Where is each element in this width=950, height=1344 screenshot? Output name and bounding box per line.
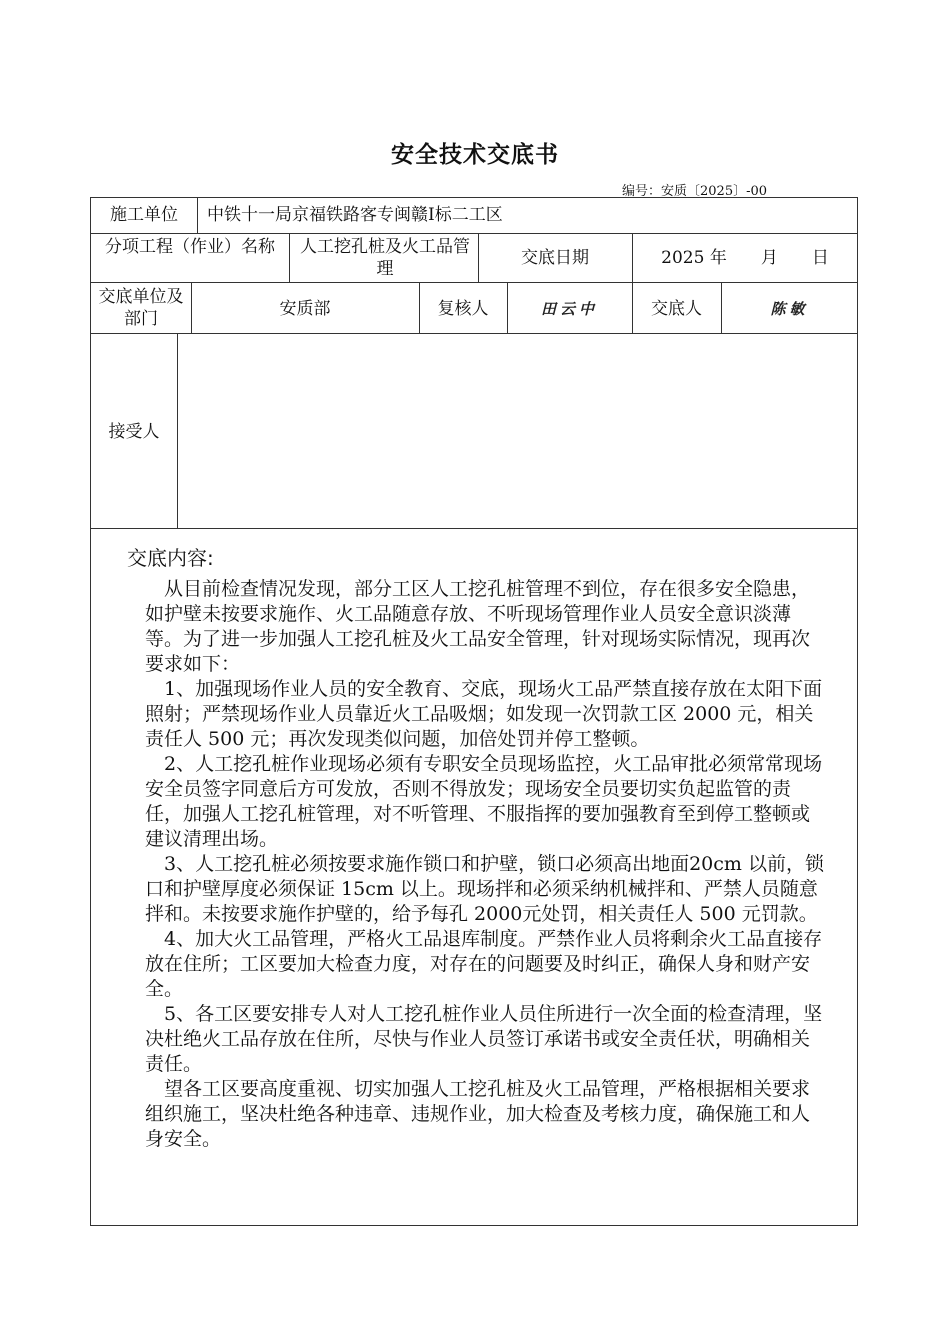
project-label: 分项工程（作业）名称 xyxy=(105,237,275,257)
reviewer-label: 复核人 xyxy=(437,299,489,319)
document-number: 编号：安质〔2025〕-00 xyxy=(622,184,768,199)
col-divider xyxy=(289,233,290,282)
reviewer-signature: 田云中 xyxy=(540,300,598,318)
date-label: 交底日期 xyxy=(521,248,589,268)
presenter-label: 交底人 xyxy=(651,299,702,319)
content-paragraph: 从目前检查情况发现，部分工区人工挖孔桩管理不到位，存在很多安全隐患，如护壁未按要求施作、火工品随意存放、不听现场管理作业人员安全意识淡薄等。为了进一步加强人工挖孔桩及火工品安全管理，针对现场实际情况，现再次要求如下： xyxy=(145,578,811,675)
row-divider xyxy=(90,233,858,234)
col-divider xyxy=(632,233,633,282)
content-paragraph: 2、人工挖孔桩作业现场必须有专职安全员现场监控，火工品审批必须常常现场安全员签字同意后方可发放，否则不得放发；现场安全员要切实负起监管的责任，加强人工挖孔桩管理，对不听管理、不服指挥的要加强教育至到停工整顿或建议清理出场。 xyxy=(145,753,823,850)
dept-label: 交底单位及部门 xyxy=(98,287,184,329)
content-paragraph: 5、各工区要安排专人对人工挖孔桩作业人员住所进行一次全面的检查清理，坚决杜绝火工品存放在住所，尽快与作业人员签订承诺书或安全责任状，明确相关责任。 xyxy=(145,1003,823,1075)
content-paragraph: 4、加大火工品管理，严格火工品退库制度。严禁作业人员将剩余火工品直接存放在住所；工区要加大检查力度，对存在的问题要及时纠正，确保人身和财产安全。 xyxy=(145,928,823,1000)
row-divider xyxy=(90,282,858,283)
presenter-signature: 陈敏 xyxy=(770,300,809,318)
construction-unit-value: 中铁十一局京福铁路客专闽赣Ⅰ标二工区 xyxy=(207,205,503,225)
content-paragraph: 望各工区要高度重视、切实加强人工挖孔桩及火工品管理，严格根据相关要求组织施工，坚决杜绝各种违章、违规作业，加大检查及考核力度，确保施工和人身安全。 xyxy=(145,1078,811,1150)
content-body xyxy=(97,577,825,1152)
project-value: 人工挖孔桩及火工品管理 xyxy=(300,237,470,279)
receiver-label: 接受人 xyxy=(108,422,160,442)
row-divider xyxy=(90,528,858,529)
content-paragraph: 3、人工挖孔桩必须按要求施作锁口和护壁，锁口必须高出地面20cm 以前，锁口和护壁厚度必须保证 15cm 以上。现场拌和必须采纳机械拌和、严禁人员随意拌和。未按要求施作护壁的，给予每孔 2000元处罚，相关责任人 500 元罚款。 xyxy=(145,853,824,925)
date-value: 2025 年 月 日 xyxy=(661,248,829,268)
col-divider xyxy=(197,197,198,233)
construction-unit-label: 施工单位 xyxy=(110,205,178,225)
dept-value: 安质部 xyxy=(279,299,331,319)
document-title: 安全技术交底书 xyxy=(391,142,559,168)
content-paragraph: 1、加强现场作业人员的安全教育、交底，现场火工品严禁直接存放在太阳下面照射；严禁现场作业人员靠近火工品吸烟；如发现一次罚款工区 2000 元，相关责任人 500 元；再次发现类似问题，加倍处罚并停工整顿。 xyxy=(145,678,823,750)
receiver-signature-area[interactable] xyxy=(178,334,857,527)
content-label: 交底内容: xyxy=(127,546,214,570)
